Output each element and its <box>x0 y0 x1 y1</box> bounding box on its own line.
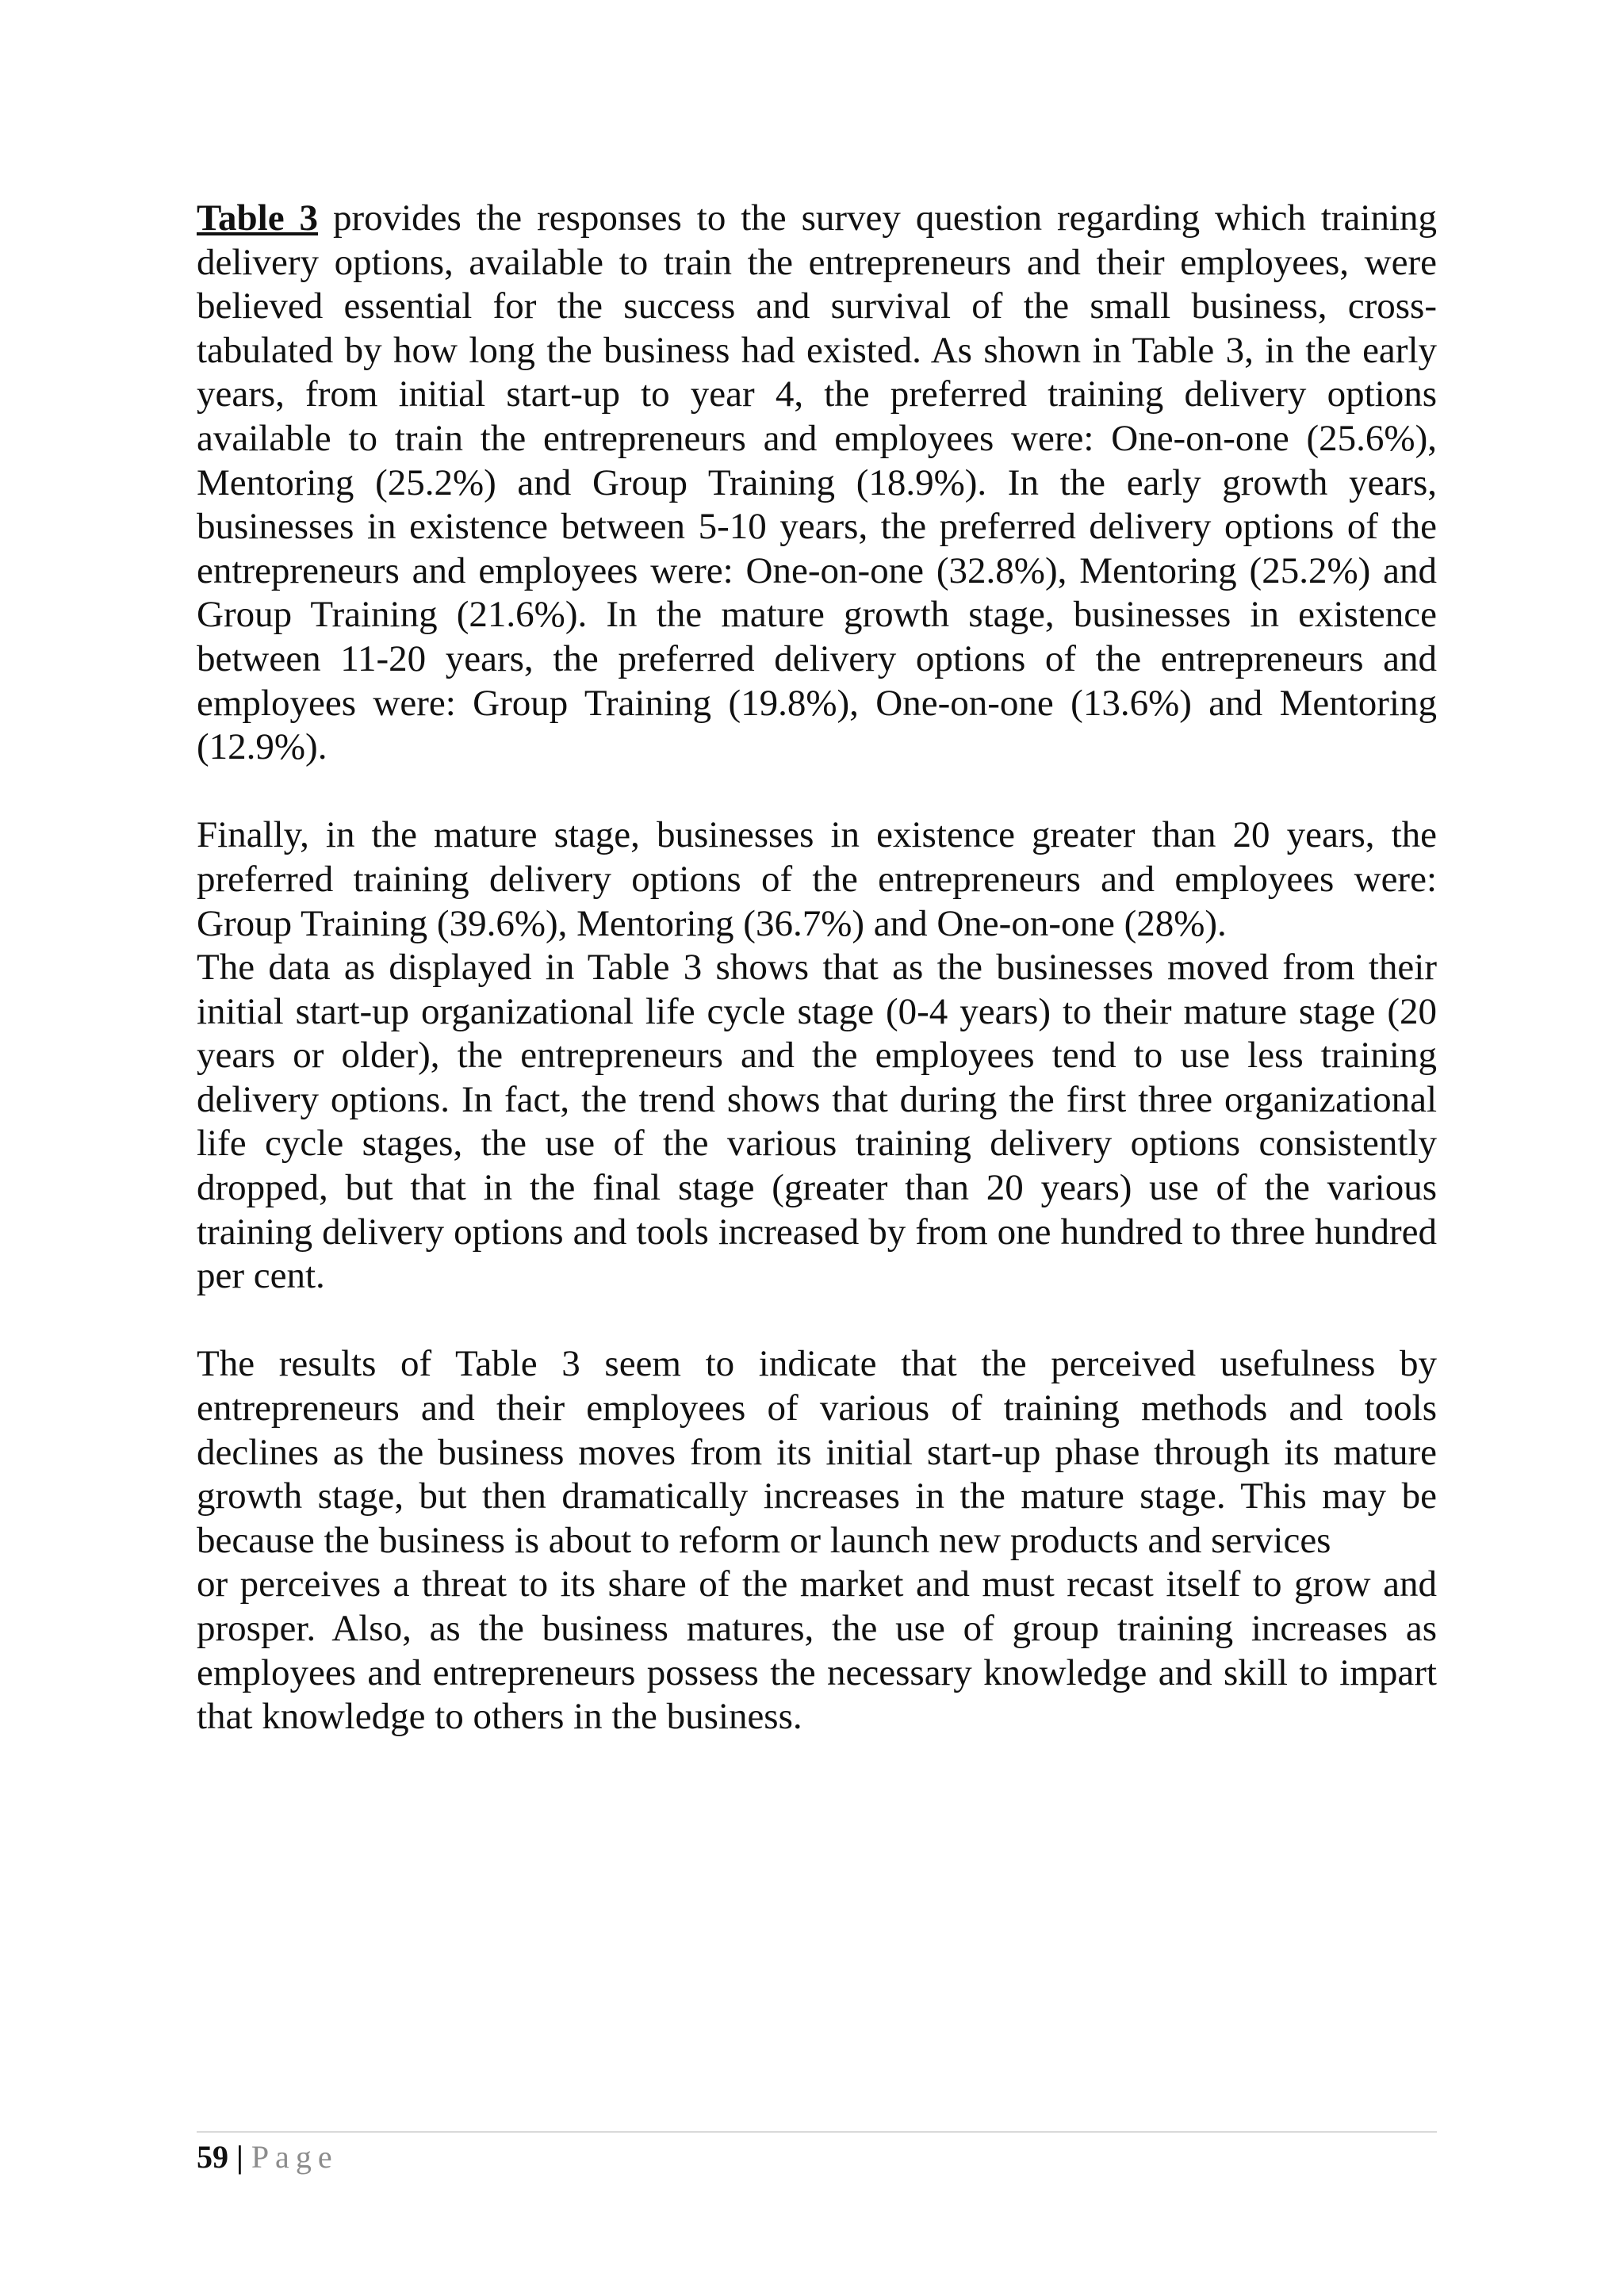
paragraph-table3-intro <box>197 197 1437 770</box>
paragraph-trend: The data as displayed in Table 3 shows that as the businesses moved from their initial start-up organizational life cycle stage (0-4 years) to their mature stage (20 years or older), the entrepreneurs and the employees tend to use less training delivery options. In fact, the trend shows that during the first three organizational life cycle stages, the use of the various training delivery options consistently dropped, but that in the final stage (greater than 20 years) use of the various training delivery options and tools increased by from one hundred to three hundred per cent. <box>197 947 1437 1297</box>
page-separator: | <box>236 2139 243 2175</box>
footer-divider <box>197 2131 1437 2133</box>
page-number: 59 <box>197 2139 228 2175</box>
paragraph-mature-stage: Finally, in the mature stage, businesses in existence greater than 20 years, the preferred training delivery options of the entrepreneurs and employees were: Group Training (39.6%), Mentoring (36.7%) and One-on-one (28%). <box>197 814 1437 944</box>
page-label: Page <box>251 2139 339 2175</box>
body-text <box>197 197 1437 1739</box>
paragraph-results-part-2: or perceives a threat to its share of the market and must recast itself to grow and prosper. Also, as the business matures, the use of group training increases as employees and entrepreneurs possess the necessary knowledge and skill to impart that knowledge to others in the business. <box>197 1563 1437 1738</box>
page-footer <box>197 2137 339 2177</box>
table-3-reference: Table 3 <box>197 197 319 239</box>
paragraph-1-text: provides the responses to the survey question regarding which training delivery options, available to train the entrepreneurs and their employees, were believed essential for the success and survival of the small business, cross-tabulated by how long the business had existed. As shown in Table 3, in the early years, from initial start-up to year 4, the preferred training delivery options available to train the entrepreneurs and employees were: One-on-one (25.6%), Mentoring (25.2%) and Group Training (18.9%). In the early growth years, businesses in existence between 5-10 years, the preferred delivery options of the entrepreneurs and employees were: One-on-one (32.8%), Mentoring (25.2%) and Group Training (21.6%). In the mature growth stage, businesses in existence between 11-20 years, the preferred delivery options of the entrepreneurs and employees were: Group Training (19.8%), One-on-one (13.6%) and Mentoring (12.9%). <box>197 197 1438 768</box>
paragraph-results-part-1: The results of Table 3 seem to indicate that the perceived usefulness by entrepreneurs and their employees of various of training methods and tools declines as the business moves from its initial start-up phase through its mature growth stage, but then dramatically increases in the mature stage. This may be because the business is about to reform or launch new products and services <box>197 1343 1437 1561</box>
paragraph-results <box>197 1342 1437 1739</box>
